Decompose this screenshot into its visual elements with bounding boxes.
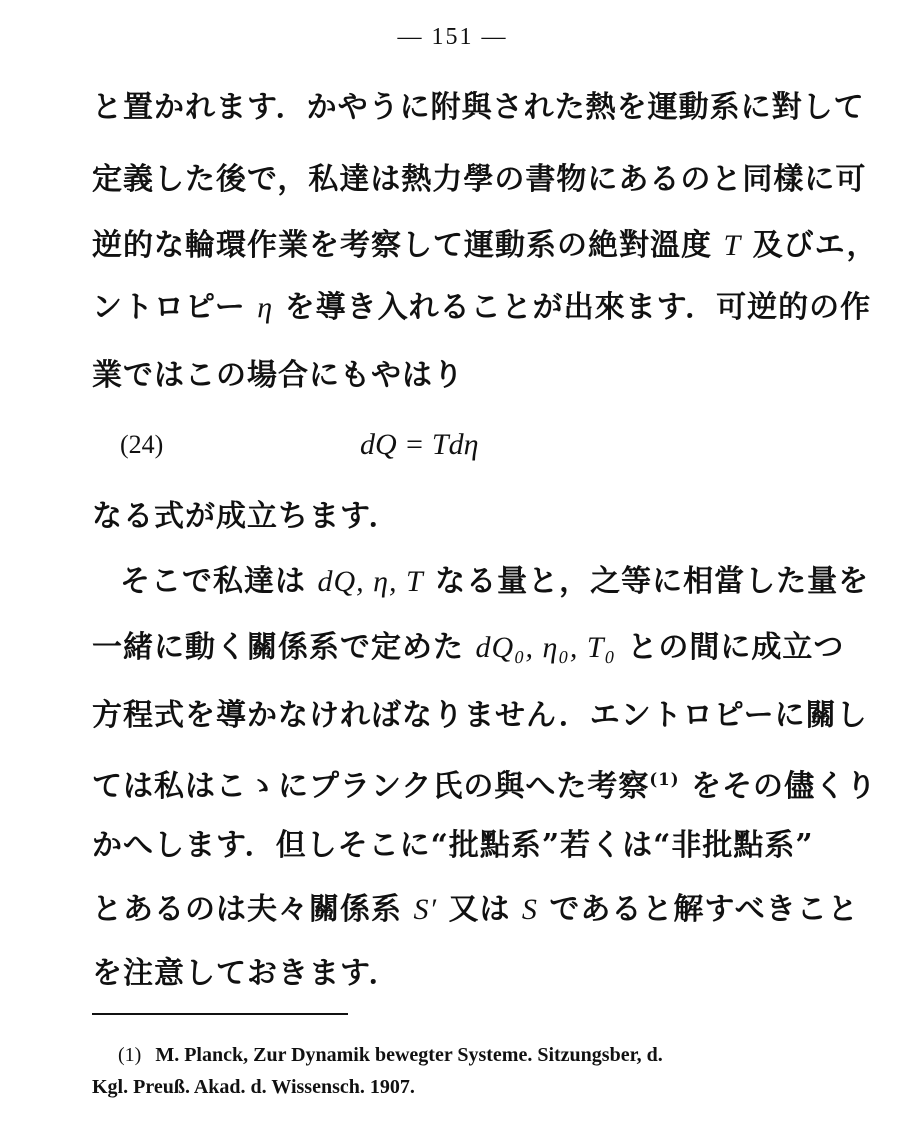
body-line-7 bbox=[120, 562, 870, 602]
body-line-6: なる式が成立ちます． bbox=[92, 499, 400, 534]
footnote-line-2: Kgl. Preuß. Akad. d. Wissensch. 1907. bbox=[92, 1076, 415, 1098]
text-fragment: ントロピー bbox=[92, 290, 258, 325]
text-fragment: との間に成立つ bbox=[615, 630, 845, 665]
footnote-text: M. Planck, Zur Dynamik bewegter Systeme. Sitzungsber, d. bbox=[155, 1044, 663, 1066]
math-variables: dQ, η, T bbox=[317, 565, 424, 598]
body-line-3 bbox=[92, 226, 878, 266]
text-fragment: をその儘くり bbox=[679, 769, 877, 804]
body-line-8 bbox=[92, 628, 845, 668]
text-fragment: そこで私達は bbox=[120, 564, 318, 599]
body-line-12 bbox=[92, 890, 859, 930]
text-fragment: 及びエ， bbox=[741, 228, 878, 263]
footnote-reference: (1) bbox=[649, 770, 680, 789]
text-fragment: ては私はこゝにプランク氏の與へた考察 bbox=[92, 769, 650, 804]
body-line-2: 定義した後で，私達は熱力學の書物にあるのと同樣に可 bbox=[92, 162, 867, 197]
math-symbol-T: T bbox=[723, 229, 742, 262]
body-line-5: 業ではこの場合にもやはり bbox=[92, 358, 464, 393]
text-fragment: 逆的な輪環作業を考察して運動系の絶對溫度 bbox=[92, 228, 724, 263]
footnote-divider bbox=[92, 1013, 348, 1015]
text-fragment: 又は bbox=[437, 892, 522, 927]
body-line-9: 方程式を導かなければなりません．エントロピーに關し bbox=[92, 698, 868, 733]
equation-body: dQ = Tdη bbox=[360, 428, 479, 461]
body-line-10 bbox=[92, 760, 877, 807]
equation-number: (24) bbox=[120, 430, 164, 459]
text-fragment: なる量と，之等に相當した量を bbox=[423, 564, 870, 599]
page-number: — 151 — bbox=[397, 24, 508, 50]
body-line-11: かへします．但しそこに“批點系”若くは“非批點系” bbox=[92, 828, 814, 863]
footnote-mark: (1) bbox=[118, 1044, 142, 1066]
math-symbol-s: S bbox=[521, 893, 538, 926]
text-fragment: であると解すべきこと bbox=[537, 892, 859, 927]
math-variables-zero: dQ₀, η₀, T₀ bbox=[475, 631, 616, 664]
math-symbol-eta: η bbox=[257, 291, 274, 324]
body-line-4 bbox=[92, 288, 872, 328]
footnote-line-1 bbox=[118, 1040, 848, 1070]
text-fragment: 一緒に動く關係系で定めた bbox=[92, 630, 476, 665]
math-symbol-s-prime: S′ bbox=[413, 893, 438, 926]
text-fragment: を導き入れることが出來ます．可逆的の作 bbox=[273, 290, 872, 325]
text-fragment: とあるのは夫々關係系 bbox=[92, 892, 414, 927]
body-line-13: を注意しておきます． bbox=[92, 956, 400, 991]
body-line-1: と置かれます．かやうに附與された熱を運動系に對して bbox=[92, 90, 865, 125]
equation-24 bbox=[120, 425, 820, 465]
